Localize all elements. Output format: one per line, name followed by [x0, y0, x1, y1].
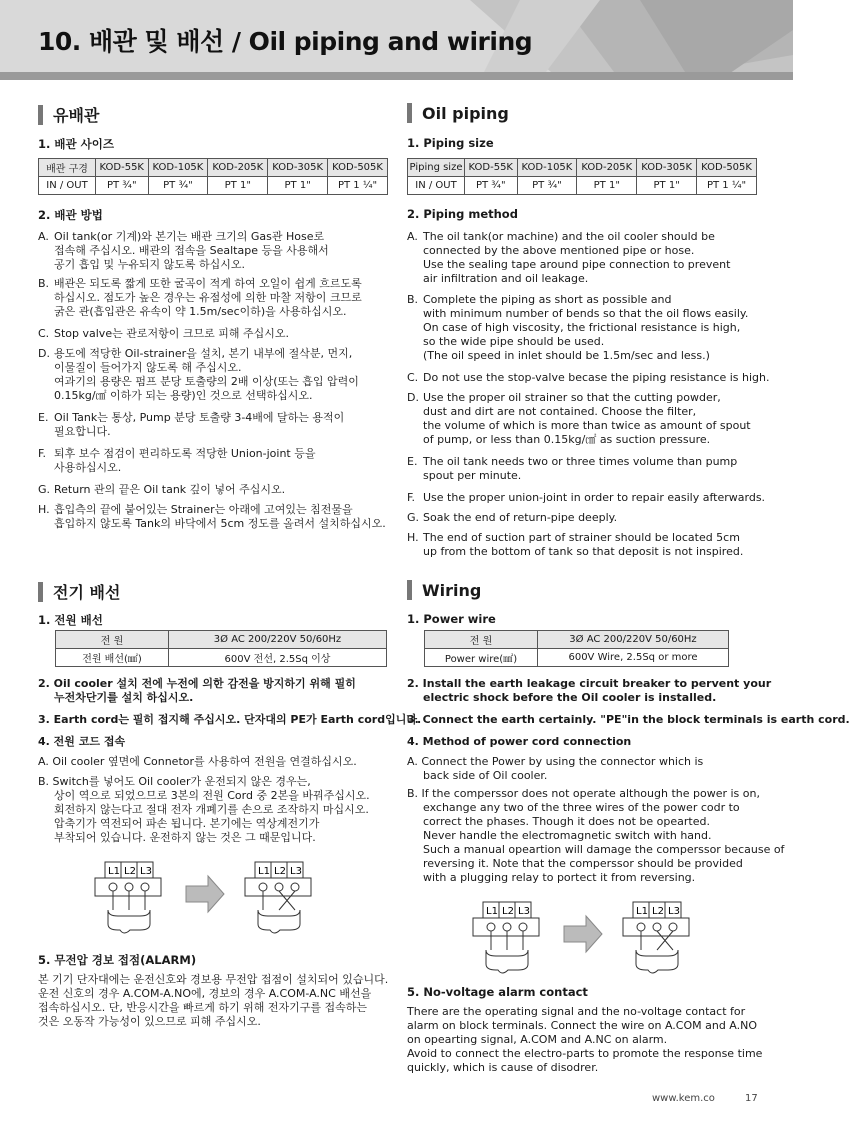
method-item	[38, 277, 362, 319]
method-item	[407, 371, 770, 385]
en-terminal-block-before	[473, 902, 539, 973]
method-label: C.	[38, 327, 50, 340]
svg-text:L1: L1	[258, 866, 270, 877]
svg-text:L1: L1	[486, 906, 498, 917]
en-w4b: B. If the comperssor does not operate although the power is on, exchange any two of the three wires of the power codr to correct the phases. Though it does not be opearted. Never handle the electromagnetic switch with hand. Such a manual opeartion will damage the comperssor because of reversing it. Note that the comperssor should be provided with a plugging relay to portect it from reversing.	[407, 787, 785, 884]
size-table-header-cell: KOD-505K	[328, 159, 388, 177]
method-item	[38, 230, 329, 272]
ko-w2: 2. Oil cooler 설치 전에 누전에 의한 감전을 방지하기 위해 필히 누전차단기를 설치 하십시오.	[38, 677, 356, 704]
title-banner	[0, 0, 793, 80]
size-table-cell: PT ¾"	[96, 177, 149, 195]
size-table-header-cell: KOD-105K	[148, 159, 208, 177]
en-size-heading: 1. Piping size	[407, 136, 494, 150]
en-power-table: 전 원 3Ø AC 200/220V 50/60Hz Power wire(㎟) 600V Wire, 2.5Sq or more	[424, 630, 729, 667]
method-line: Use the proper union-joint in order to repair easily afterwards.	[423, 491, 766, 504]
en-terminal-block-after	[623, 902, 689, 973]
ko-l3-label: L3	[140, 866, 152, 877]
method-line: so the wide pipe should be used.	[423, 335, 605, 348]
method-label: D.	[38, 347, 50, 360]
method-item	[38, 327, 289, 341]
size-table-header-cell: 배관 구경	[39, 159, 96, 177]
method-line: The end of suction part of strainer should be located 5cm	[423, 531, 740, 544]
method-label: F.	[38, 447, 47, 460]
method-label: A.	[407, 230, 418, 243]
method-item	[407, 293, 748, 363]
method-line: 공기 흡입 및 누유되지 않도록 하십시오.	[54, 258, 245, 271]
method-line: 퇴후 보수 점검이 편리하도록 적당한 Union-joint 등을	[54, 447, 316, 460]
method-line: Soak the end of return-pipe deeply.	[423, 511, 618, 524]
svg-text:L2: L2	[274, 866, 286, 877]
size-table-header-cell: KOD-105K	[517, 159, 577, 177]
ko-w4: 4. 전원 코드 접속	[38, 735, 126, 748]
size-table-header-cell: KOD-55K	[465, 159, 518, 177]
en-size-table	[407, 158, 757, 195]
ko-wiring-heading: 전기 배선	[38, 580, 120, 603]
ko-l1-label: L1	[108, 866, 120, 877]
en-piping-heading: Oil piping	[407, 103, 509, 123]
method-label: B.	[407, 293, 419, 306]
ko-piping-heading: 유배관	[38, 103, 99, 126]
en-phase-swap-diagram	[468, 898, 708, 988]
method-label: F.	[407, 491, 416, 504]
ko-power-heading: 1. 전원 배선	[38, 613, 103, 627]
size-table-cell: IN / OUT	[39, 177, 96, 195]
method-line: 굵은 관(흡입관은 유속이 약 1.5m/sec이하)을 사용하십시오.	[54, 305, 347, 318]
size-table-header-cell: KOD-205K	[577, 159, 637, 177]
svg-text:L3: L3	[668, 906, 680, 917]
method-line: The oil tank needs two or three times volume than pump	[423, 455, 738, 468]
method-line: Use the sealing tape around pipe connection to prevent	[423, 258, 731, 271]
ko-terminal-block-before	[95, 862, 161, 933]
size-table-cell: PT 1 ¼"	[328, 177, 388, 195]
svg-text:L3: L3	[518, 906, 530, 917]
method-label: E.	[38, 411, 49, 424]
footer-site: www.kem.co	[652, 1093, 715, 1104]
method-item	[407, 391, 751, 447]
page-title: 10. 배관 및 배선 / Oil piping and wiring	[38, 27, 533, 56]
method-line: with minimum number of bends so that the oil flows easily.	[423, 307, 749, 320]
ko-phase-swap-diagram	[90, 858, 330, 948]
size-table-cell: PT 1"	[208, 177, 268, 195]
method-line: The oil tank(or machine) and the oil cooler should be	[423, 230, 715, 243]
en-w3: 3. Connect the earth certainly. "PE"in the block terminals is earth cord.	[407, 713, 850, 726]
size-table-cell: IN / OUT	[408, 177, 465, 195]
method-item	[407, 531, 743, 559]
size-table-header-cell: KOD-305K	[268, 159, 328, 177]
size-table-cell: PT ¾"	[465, 177, 518, 195]
svg-text:L1: L1	[636, 906, 648, 917]
en-w2: 2. Install the earth leakage circuit breaker to pervent your electric shock before the Oil cooler is installed.	[407, 677, 772, 704]
method-line: the volume of which is more than twice as amount of spout	[423, 419, 751, 432]
method-item	[407, 511, 617, 525]
method-line: 여과기의 용량은 펌프 분당 토출량의 2배 이상(또는 흡입 압력이	[54, 375, 359, 388]
svg-text:L2: L2	[652, 906, 664, 917]
ko-size-table	[38, 158, 388, 195]
method-item	[38, 503, 386, 531]
page-number: 17	[745, 1093, 758, 1104]
size-table-cell: PT 1"	[637, 177, 697, 195]
method-label: H.	[38, 503, 50, 516]
method-line: 용도에 적당한 Oil-strainer을 설치, 본기 내부에 절삭분, 먼지,	[54, 347, 353, 360]
size-table-cell: PT ¾"	[148, 177, 208, 195]
size-table-cell: PT ¾"	[517, 177, 577, 195]
method-line: Do not use the stop-valve becase the piping resistance is high.	[423, 371, 770, 384]
method-line: 배관은 되도록 짧게 또한 굴곡이 적게 하여 오일이 쉽게 흐르도록	[54, 277, 362, 290]
method-item	[407, 455, 737, 483]
size-table-cell: PT 1"	[268, 177, 328, 195]
method-line: Complete the piping as short as possible and	[423, 293, 672, 306]
method-item	[38, 483, 285, 497]
en-method-heading: 2. Piping method	[407, 207, 518, 221]
method-line: connected by the above mentioned pipe or hose.	[423, 244, 695, 257]
en-w5-heading: 5. No-voltage alarm contact	[407, 985, 588, 999]
method-line: 흡입측의 끝에 붙어있는 Strainer는 아래에 고여있는 침전물을	[54, 503, 353, 516]
size-table-cell: PT 1"	[577, 177, 637, 195]
method-line: spout per minute.	[423, 469, 522, 482]
method-line: up from the bottom of tank so that deposit is not inspired.	[423, 545, 744, 558]
method-line: 이물질이 들어가지 않도록 해 주십시오.	[54, 361, 242, 374]
method-label: C.	[407, 371, 419, 384]
size-table-header-cell: KOD-205K	[208, 159, 268, 177]
method-label: H.	[407, 531, 419, 544]
method-item	[407, 491, 765, 505]
method-line: Return 관의 끝은 Oil tank 깊이 넣어 주십시오.	[54, 483, 286, 496]
method-line: 사용하십시오.	[54, 461, 122, 474]
ko-size-heading: 1. 배관 사이즈	[38, 137, 114, 151]
method-label: G.	[38, 483, 51, 496]
method-line: 하십시오. 점도가 높은 경우는 유점성에 의한 마찰 저항이 크므로	[54, 291, 362, 304]
en-arrow-icon	[564, 916, 602, 952]
ko-arrow-icon	[186, 876, 224, 912]
method-line: On case of high viscosity, the frictional resistance is high,	[423, 321, 741, 334]
en-w5-body: There are the operating signal and the no-voltage contact for alarm on block terminals. Connect the wire on A.COM and A.NO on opearting signal, A.COM and A.NC on alarm. Avoid to connect the electro-parts to promote the response time quickly, which is cause of disodrer.	[407, 1005, 763, 1074]
method-line: Oil Tank는 통상, Pump 분당 토출량 3-4배에 달하는 용적이	[54, 411, 345, 424]
en-w4: 4. Method of power cord connection	[407, 735, 632, 748]
ko-w5-body: 본 기기 단자대에는 운전신호와 경보용 무전압 접점이 설치되어 있습니다. 운전 신호의 경우 A.COM-A.NO에, 경보의 경우 A.COM-A.NC 배선을 접속하십시오. 단, 반응시간을 빠르게 하기 위해 전자기구를 접속하는 것은 오동작 가능성이 있으므로 피해 주십시오.	[38, 973, 389, 1028]
ko-w5-heading: 5. 무전압 경보 접점(ALARM)	[38, 953, 197, 967]
method-line: (The oil speed in inlet should be 1.5m/sec and less.)	[423, 349, 710, 362]
method-line: Use the proper oil strainer so that the cutting powder,	[423, 391, 721, 404]
ko-l2-label: L2	[124, 866, 136, 877]
method-line: 접속해 주십시오. 배관의 접속을 Sealtape 등을 사용해서	[54, 244, 329, 257]
size-table-header-cell: KOD-505K	[697, 159, 757, 177]
svg-text:L2: L2	[502, 906, 514, 917]
size-table-header-cell: KOD-55K	[96, 159, 149, 177]
en-wiring-heading: Wiring	[407, 580, 481, 600]
ko-terminal-block-after	[245, 862, 311, 933]
ko-w4a: A. Oil cooler 옆면에 Connetor를 사용하여 전원을 연결하십시오.	[38, 755, 357, 768]
method-line: Oil tank(or 기계)와 본기는 배관 크기의 Gas관 Hose로	[54, 230, 325, 243]
method-label: D.	[407, 391, 419, 404]
ko-method-heading: 2. 배관 방법	[38, 208, 103, 222]
method-label: A.	[38, 230, 49, 243]
method-line: Stop valve는 관로저항이 크므로 피해 주십시오.	[54, 327, 289, 340]
method-line: 흡입하지 않도록 Tank의 바닥에서 5cm 정도를 올려서 설치하십시오.	[54, 517, 386, 530]
en-w4a: A. Connect the Power by using the connector which is back side of Oil cooler.	[407, 755, 704, 782]
method-line: 필요합니다.	[54, 425, 111, 438]
ko-w4b: B. Switch를 넣어도 Oil cooler가 운전되지 않은 경우는, 상이 역으로 되었으므로 3본의 전원 Cord 중 2본을 바꿔주십시오. 회전하지 않는다고 절대 전자 개폐기를 손으로 조작하지 마십시오. 압축기가 역전되어 파손 됩니다. 본기에는 역상계전기가 부착되어 있습니다. 운전하지 않는 것은 그 때문입니다.	[38, 775, 370, 844]
method-item	[38, 347, 359, 403]
method-label: G.	[407, 511, 420, 524]
method-line: air infiltration and oil leakage.	[423, 272, 589, 285]
method-item	[407, 230, 730, 286]
method-item	[38, 411, 344, 439]
en-power-heading: 1. Power wire	[407, 612, 496, 626]
size-table-header-cell: Piping size	[408, 159, 465, 177]
size-table-cell: PT 1 ¼"	[697, 177, 757, 195]
size-table-header-cell: KOD-305K	[637, 159, 697, 177]
ko-power-table: 전 원 3Ø AC 200/220V 50/60Hz 전원 배선(㎟) 600V 전선, 2.5Sq 이상	[55, 630, 387, 667]
method-item	[38, 447, 316, 475]
method-line: of pump, or less than 0.15kg/㎠ as suction pressure.	[423, 433, 711, 446]
method-line: dust and dirt are not contained. Choose the filter,	[423, 405, 697, 418]
ko-w3: 3. Earth cord는 필히 접지해 주십시오. 단자대의 PE가 Earth cord입니다.	[38, 713, 422, 726]
method-label: B.	[38, 277, 50, 290]
svg-text:L3: L3	[290, 866, 302, 877]
method-label: E.	[407, 455, 418, 468]
method-line: 0.15kg/㎠ 이하가 되는 용량)인 것으로 선택하십시오.	[54, 389, 313, 402]
